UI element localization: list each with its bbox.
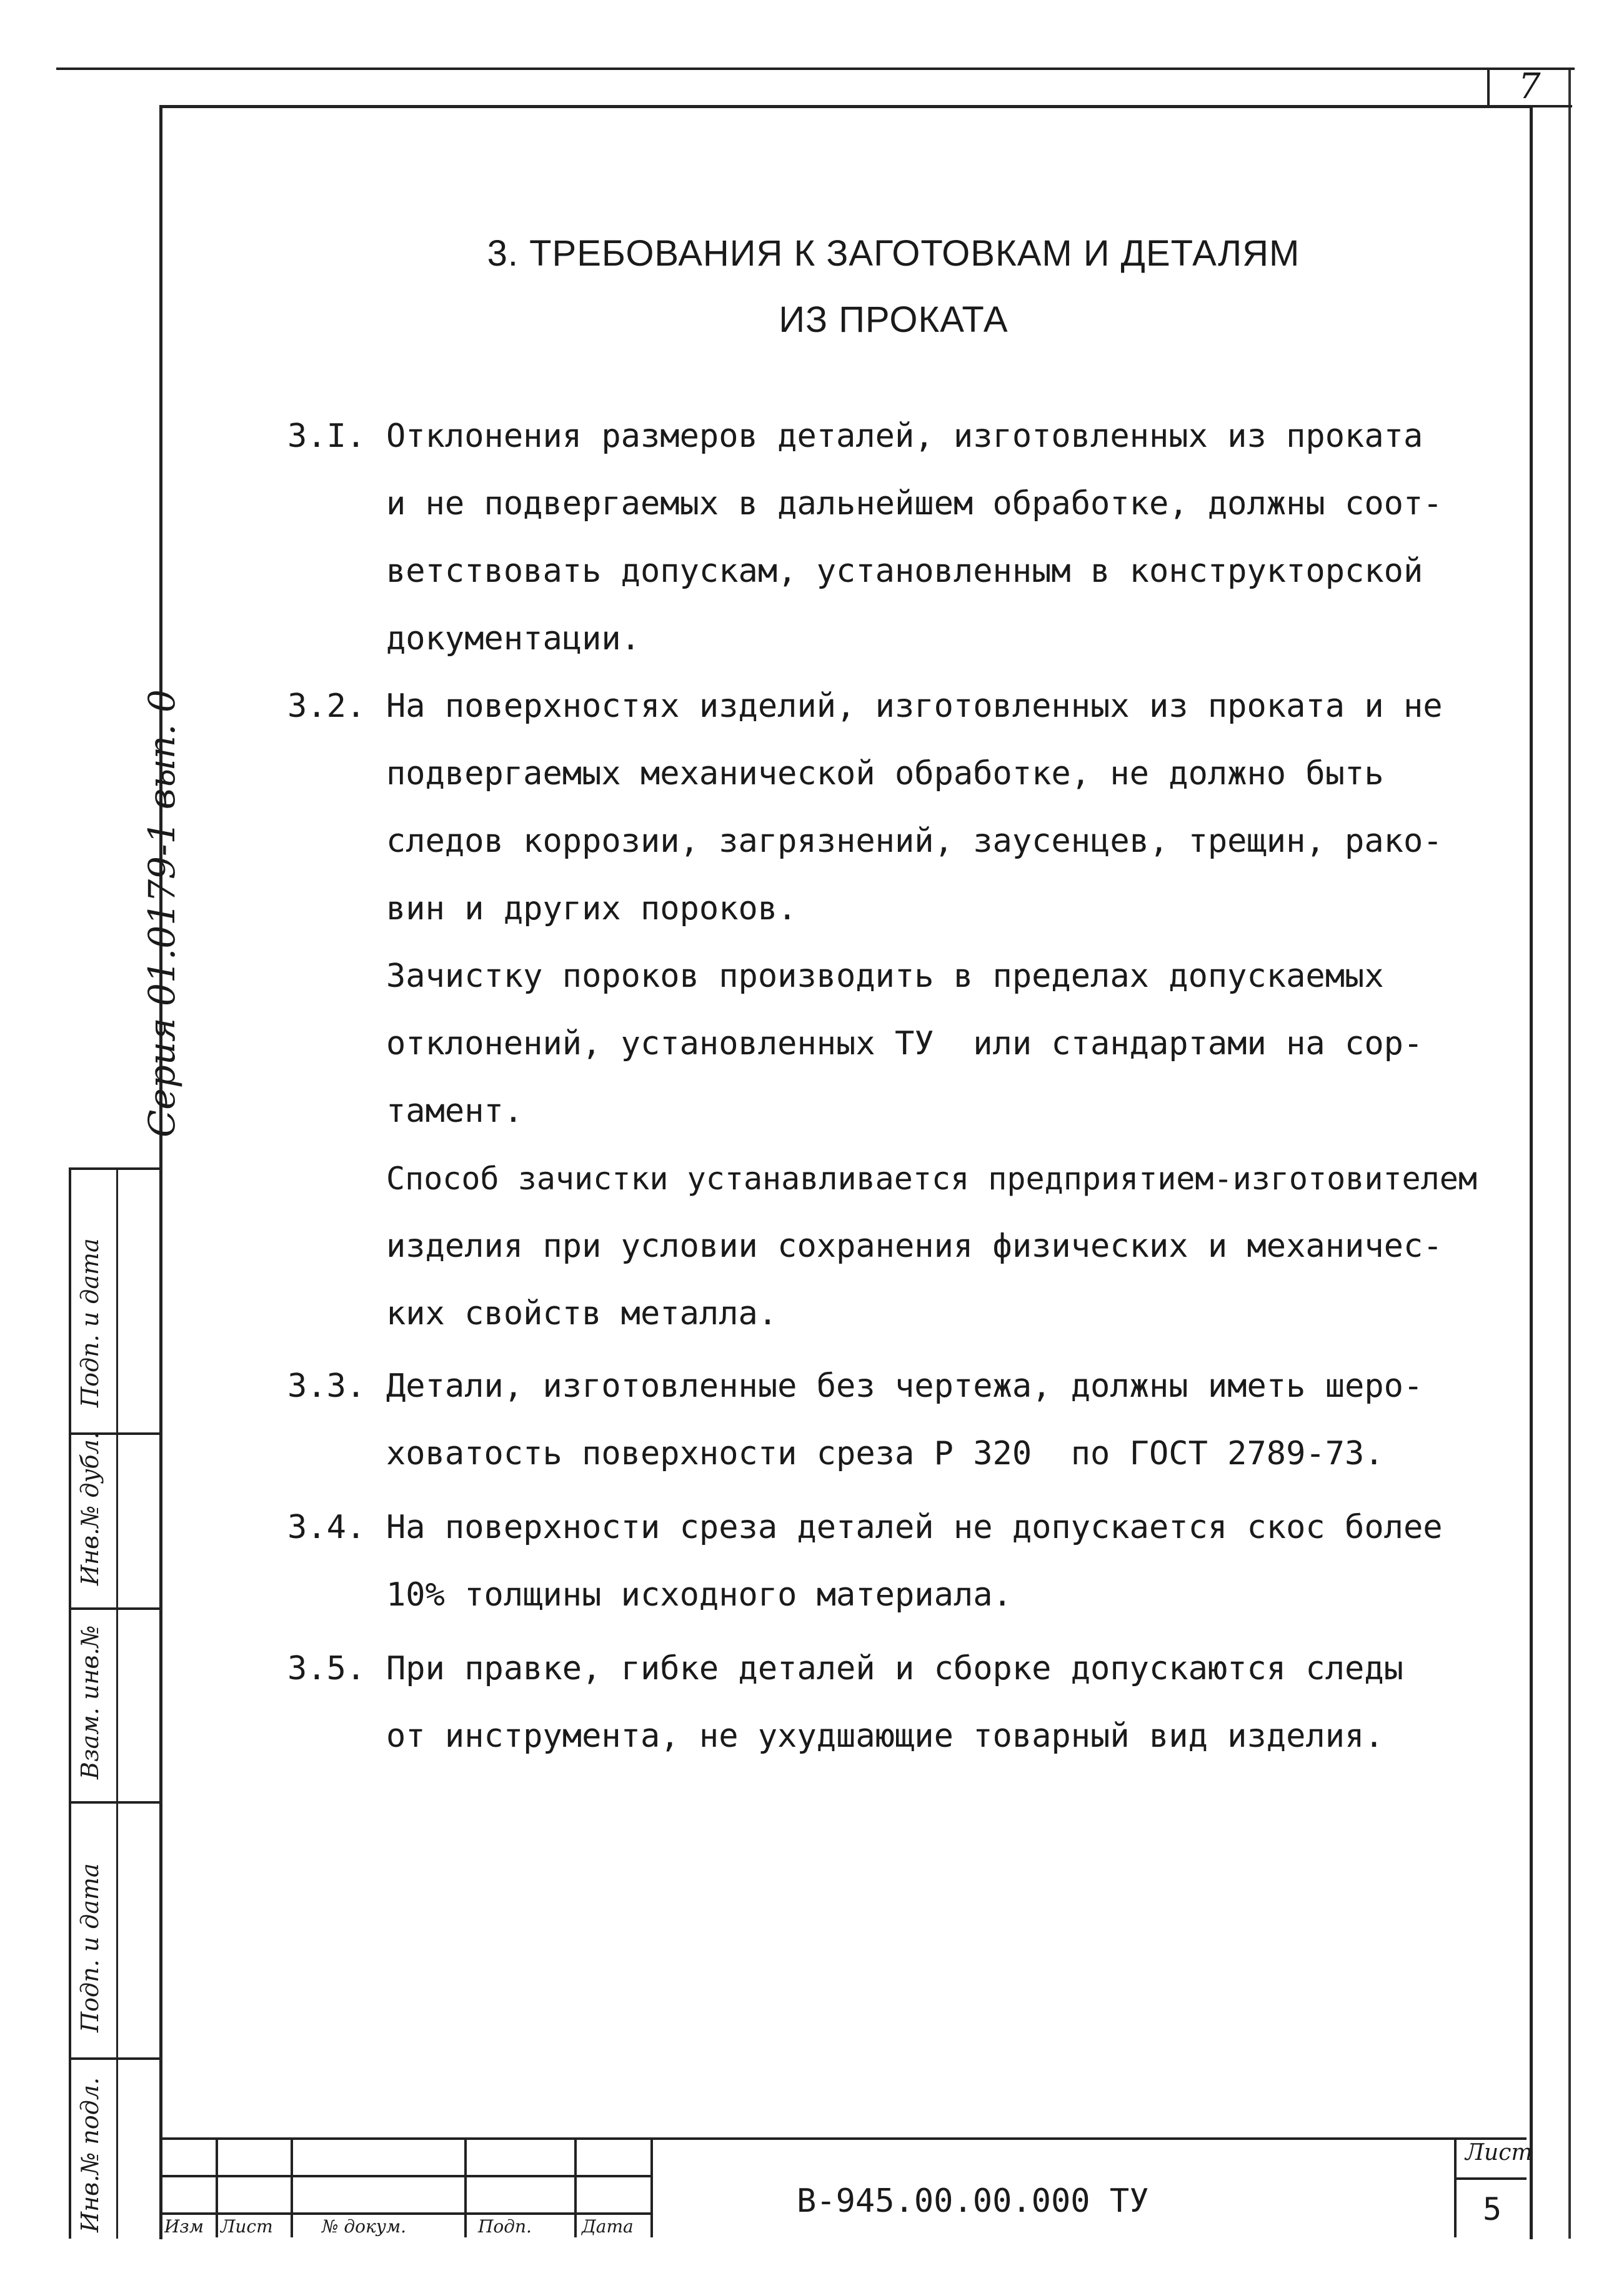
page-number-box bbox=[1487, 66, 1572, 107]
section-title-line-1: 3. ТРЕБОВАНИЯ К ЗАГОТОВКАМ И ДЕТАЛЯМ bbox=[487, 233, 1300, 274]
title-block-col-line bbox=[574, 2137, 577, 2237]
column-divider bbox=[116, 1170, 118, 2239]
paragraph-line: На поверхности среза деталей не допускается скос более bbox=[386, 1509, 1443, 1546]
outer-right-border bbox=[1568, 70, 1571, 2239]
title-block-col-line bbox=[291, 2137, 293, 2237]
paragraph-line: и не подвергаемых в дальнейшем обработке, должны соот- bbox=[386, 485, 1443, 522]
col-label-date: Дата bbox=[582, 2216, 634, 2237]
title-block-col-line bbox=[650, 2137, 653, 2237]
paragraph-line: тамент. bbox=[386, 1092, 524, 1130]
approval-label: Инв.№ дубл. bbox=[76, 1432, 104, 1586]
paragraph-line: Способ зачистки устанавливается предприятием-изготовителем bbox=[386, 1161, 1477, 1197]
approval-column bbox=[69, 1167, 162, 2239]
col-label-change: Изм bbox=[164, 2216, 204, 2237]
paragraph-line: отклонений, установленных ТУ или стандартами на сор- bbox=[386, 1025, 1423, 1062]
document-number: В-945.00.00.000 ТУ bbox=[797, 2182, 1149, 2220]
paragraph-line: следов коррозии, загрязнений, заусенцев, трещин, рако- bbox=[386, 822, 1443, 860]
sheet-number: 5 bbox=[1483, 2191, 1502, 2227]
approval-label: Подп. и дата bbox=[76, 1863, 104, 2032]
title-block-row-line bbox=[159, 2175, 653, 2177]
series-stamp-text: Серия 01.0179-1 вып. 0 bbox=[141, 689, 183, 1137]
title-block-col-line bbox=[1454, 2137, 1457, 2237]
page-number: 7 bbox=[1518, 66, 1541, 107]
section-title-line-2: ИЗ ПРОКАТА bbox=[779, 299, 1009, 340]
approval-label: Подп. и дата bbox=[76, 1238, 104, 1407]
paragraph-line: от инструмента, не ухудшающие товарный вид изделия. bbox=[386, 1717, 1384, 1755]
approval-label: Взам. инв.№ bbox=[76, 1625, 104, 1779]
section-number: 3.5. bbox=[287, 1650, 366, 1687]
sheet-label: Лист bbox=[1465, 2140, 1533, 2166]
paragraph-line: При правке, гибке деталей и сборке допускаются следы bbox=[386, 1650, 1403, 1687]
section-number: 3.4. bbox=[287, 1509, 366, 1546]
paragraph-line: ких свойств металла. bbox=[386, 1295, 778, 1332]
paragraph-line: Зачистку пороков производить в пределах допускаемых bbox=[386, 957, 1384, 995]
row-divider bbox=[71, 2057, 162, 2060]
paragraph-line: документации. bbox=[386, 620, 640, 657]
top-border-line bbox=[56, 67, 1575, 70]
section-number: 3.I. bbox=[287, 417, 366, 455]
col-label-sheet: Лист bbox=[221, 2216, 273, 2237]
paragraph-line: Детали, изготовленные без чертежа, должны иметь шеро- bbox=[386, 1367, 1423, 1405]
approval-label: Инв.№ подл. bbox=[76, 2077, 104, 2232]
row-divider bbox=[71, 1607, 162, 1610]
paragraph-line: ветствовать допускам, установленным в конструкторской bbox=[386, 552, 1423, 590]
row-divider bbox=[71, 1801, 162, 1804]
title-block-sheet-line bbox=[1454, 2177, 1527, 2180]
title-block-row-line bbox=[159, 2212, 653, 2215]
paragraph-line: Отклонения размеров деталей, изготовленных из проката bbox=[386, 417, 1423, 455]
paragraph-line: На поверхностях изделий, изготовленных из проката и не bbox=[386, 687, 1443, 725]
col-label-signature: Подп. bbox=[478, 2216, 532, 2237]
title-block-col-line bbox=[216, 2137, 218, 2237]
paragraph-line: 10% толщины исходного материала. bbox=[386, 1576, 1012, 1614]
paragraph-line: вин и других пороков. bbox=[386, 890, 797, 927]
section-number: 3.3. bbox=[287, 1367, 366, 1405]
paragraph-line: изделия при условии сохранения физических и механичес- bbox=[386, 1227, 1443, 1265]
title-block-top-line bbox=[159, 2137, 1527, 2140]
series-stamp bbox=[103, 687, 183, 1137]
title-block-col-line bbox=[464, 2137, 467, 2237]
paragraph-line: подвергаемых механической обработке, не должно быть bbox=[386, 755, 1384, 792]
col-label-doc-number: № докум. bbox=[322, 2216, 407, 2237]
paragraph-line: ховатость поверхности среза Р 320 по ГОСТ 2789-73. bbox=[386, 1435, 1384, 1472]
section-number: 3.2. bbox=[287, 687, 366, 725]
title-block bbox=[159, 2137, 1533, 2237]
